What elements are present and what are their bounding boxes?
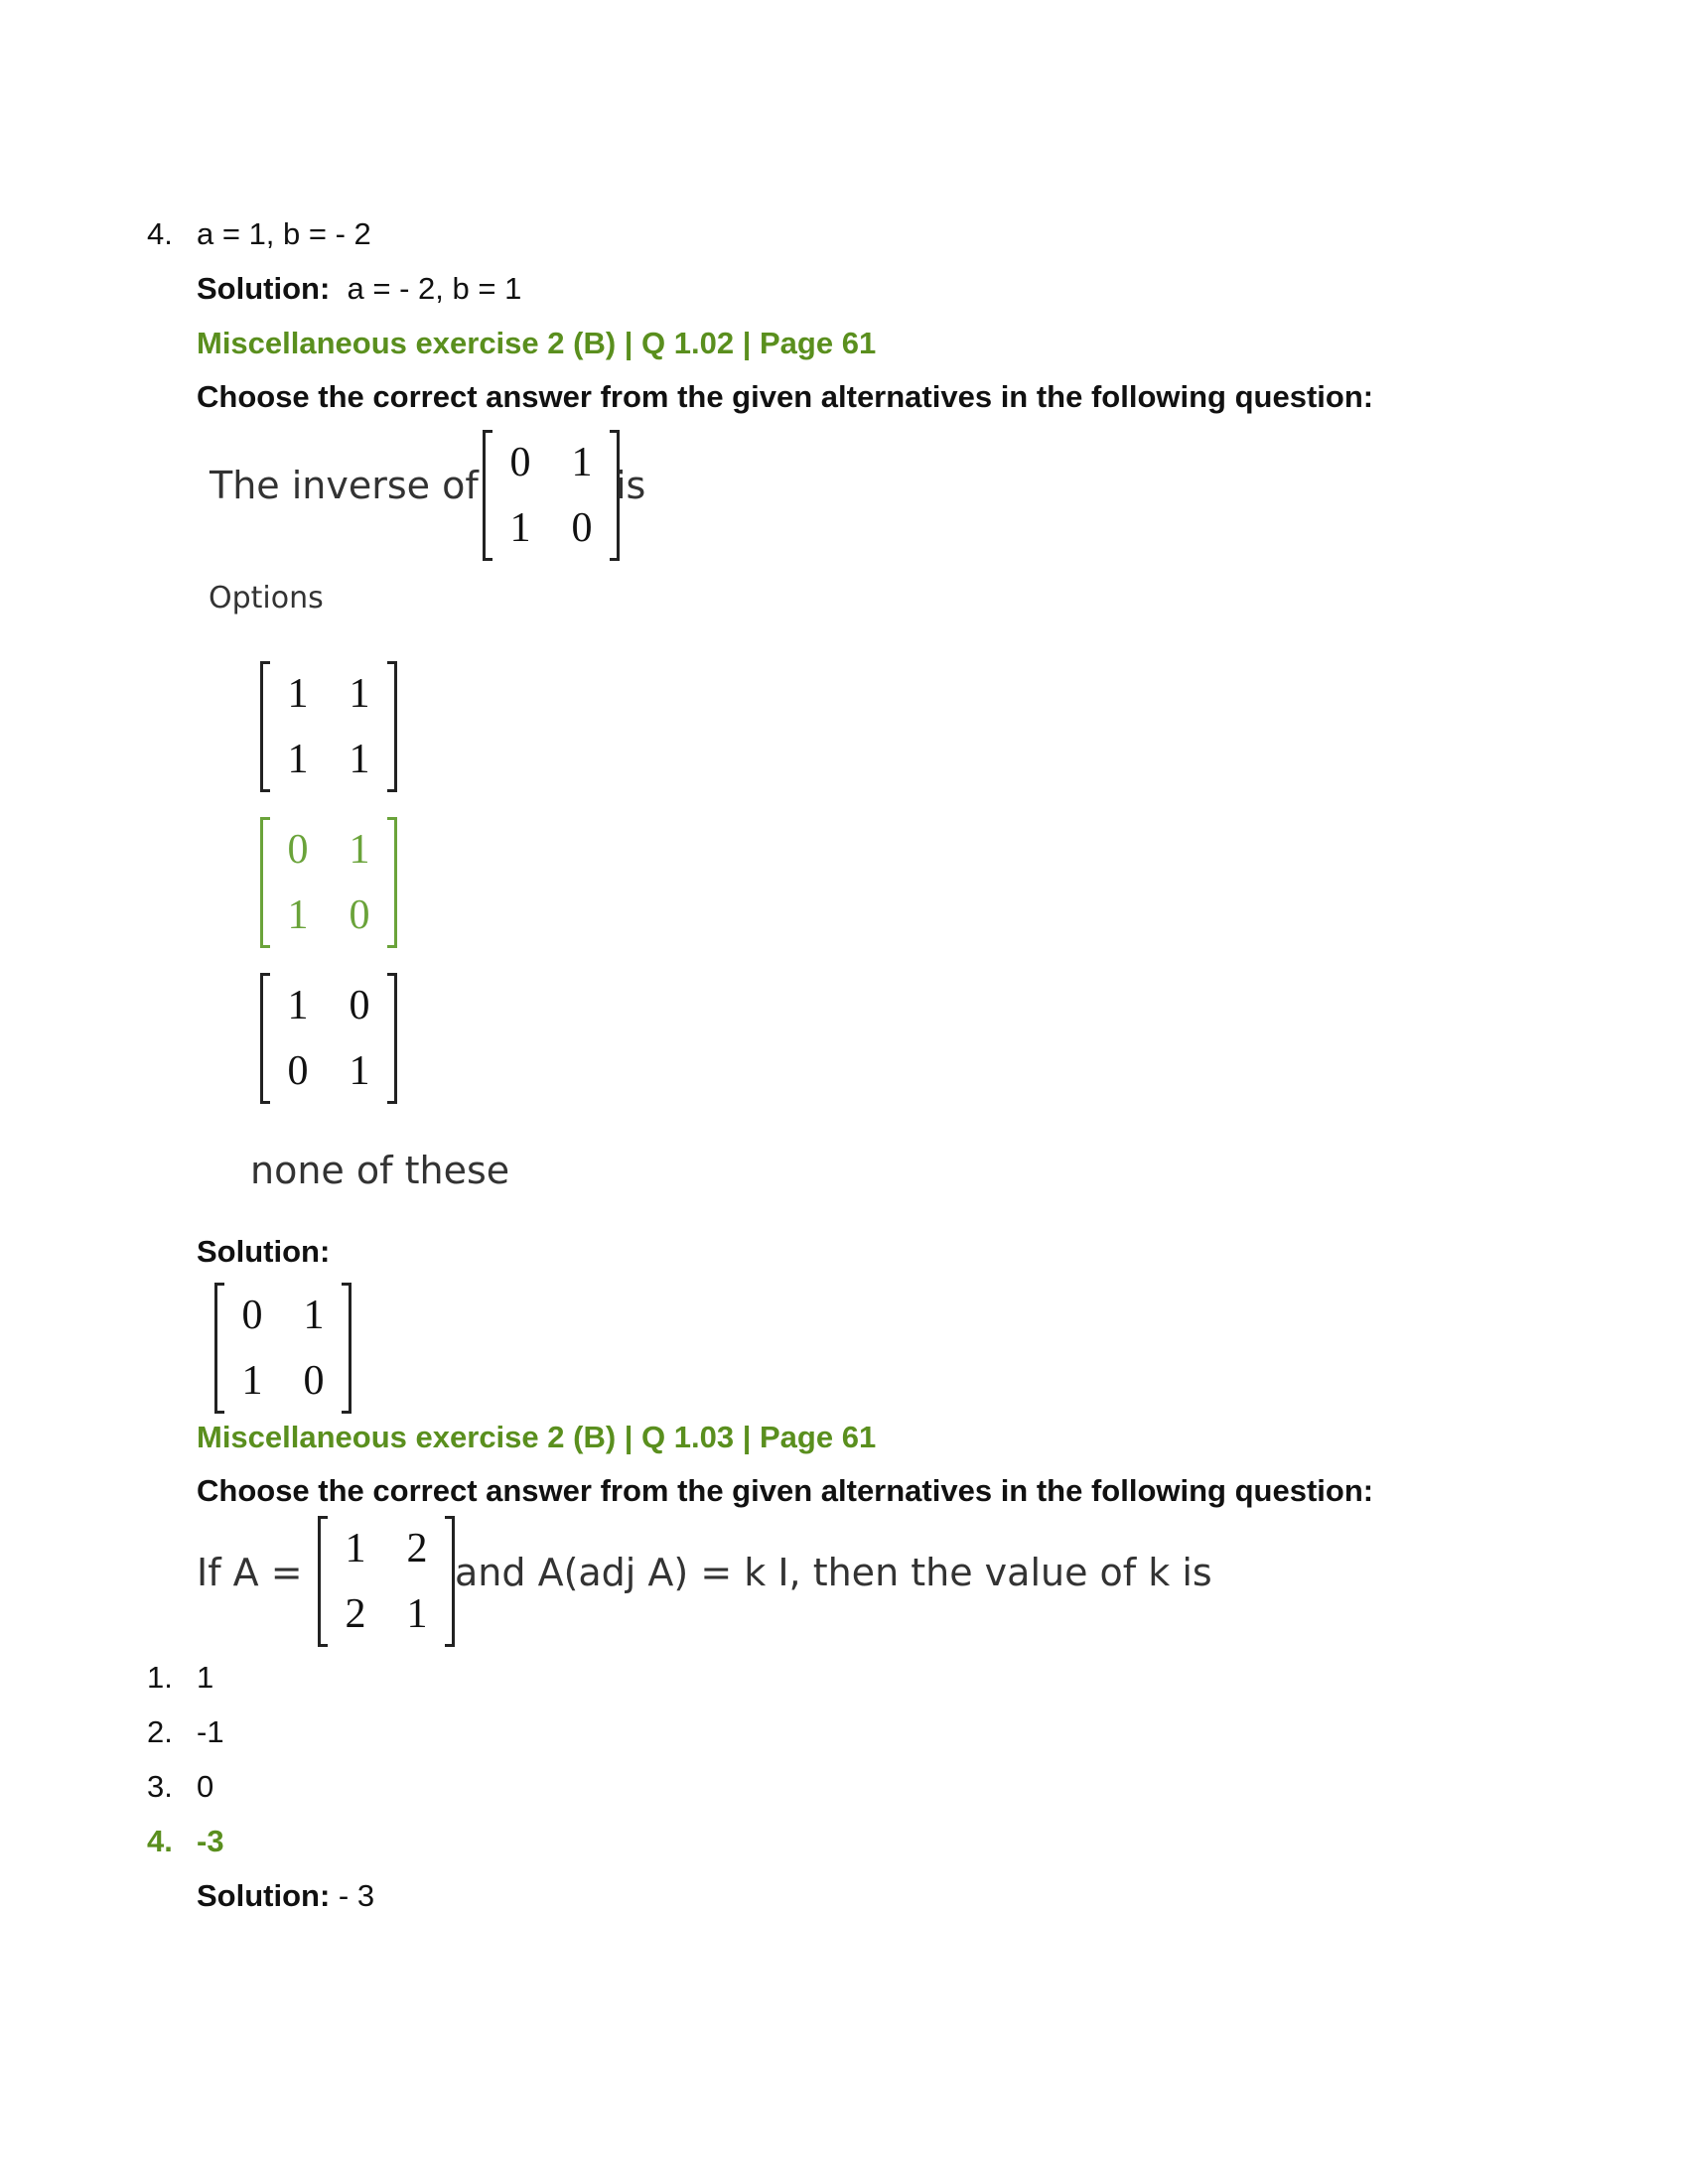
option-number: 4. [147, 216, 173, 251]
option-text: -1 [197, 1714, 224, 1749]
matrix-cell: 1 [241, 1358, 263, 1404]
bracket-right [387, 661, 397, 792]
bracket-right [387, 973, 397, 1104]
question-stem-after: is [616, 464, 646, 507]
stem-matrix [483, 430, 620, 561]
options-label: Options [209, 581, 324, 615]
option-1[interactable] [147, 1662, 213, 1693]
matrix-cell: 1 [349, 671, 370, 717]
matrix-cell: 1 [287, 737, 309, 782]
solution-label: Solution: [197, 271, 331, 306]
solution-text: - 3 [338, 1878, 375, 1913]
option-number: 2. [147, 1714, 173, 1749]
matrix-cell: 1 [349, 827, 370, 873]
matrix-cell: 1 [349, 1048, 370, 1094]
option-none-of-these[interactable]: none of these [250, 1149, 510, 1192]
matrix-cell: 1 [287, 671, 309, 717]
matrix-cell: 1 [287, 892, 309, 938]
solution-matrix [214, 1283, 352, 1414]
prev-option-4 [147, 218, 371, 249]
bracket-right [342, 1283, 352, 1414]
matrix-cell: 0 [287, 1048, 309, 1094]
matrix-cell: 0 [349, 983, 370, 1028]
solution-text: a = - 2, b = 1 [347, 271, 522, 306]
bracket-left [214, 1283, 224, 1414]
matrix-cell: 1 [509, 505, 531, 551]
bracket-right [445, 1516, 455, 1647]
question-instruction: Choose the correct answer from the given alternatives in the following question: [197, 379, 1374, 414]
matrix-cell: 0 [287, 827, 309, 873]
matrix-cell: 1 [349, 737, 370, 782]
option-4-correct[interactable] [147, 1826, 224, 1856]
solution-label: Solution: [197, 1234, 331, 1269]
solution-label: Solution: [197, 1878, 331, 1913]
option-number: 3. [147, 1769, 173, 1804]
option-2[interactable] [147, 1716, 224, 1747]
bracket-left [260, 973, 270, 1104]
matrix-cell: 0 [241, 1293, 263, 1338]
matrix-cell: 0 [509, 440, 531, 485]
option-number: 4. [147, 1824, 173, 1858]
stem-matrix [318, 1516, 455, 1647]
matrix-cell: 1 [287, 983, 309, 1028]
bracket-left [260, 817, 270, 948]
option-matrix-1[interactable] [260, 661, 397, 792]
solution [197, 1880, 374, 1911]
option-text: 1 [197, 1660, 214, 1695]
matrix-cell: 1 [571, 440, 593, 485]
option-text: 0 [197, 1769, 214, 1804]
option-matrix-3[interactable] [260, 973, 397, 1104]
question-reference[interactable]: Miscellaneous exercise 2 (B) | Q 1.03 | Page 61 [197, 1420, 877, 1454]
option-text: a = 1, b = - 2 [197, 216, 371, 251]
bracket-right [387, 817, 397, 948]
question-stem-before: The inverse of [210, 464, 479, 507]
prev-solution [197, 273, 521, 304]
matrix-cell: 2 [345, 1591, 366, 1637]
option-3[interactable] [147, 1771, 213, 1802]
question-stem-after: and A(adj A) = k I, then the value of k is [455, 1551, 1212, 1594]
matrix-cell: 1 [303, 1293, 325, 1338]
matrix-cell: 0 [349, 892, 370, 938]
bracket-left [260, 661, 270, 792]
option-number: 1. [147, 1660, 173, 1695]
matrix-cell: 1 [406, 1591, 428, 1637]
matrix-cell: 0 [571, 505, 593, 551]
option-matrix-2-correct[interactable] [260, 817, 397, 948]
matrix-cell: 2 [406, 1526, 428, 1571]
bracket-left [483, 430, 492, 561]
matrix-cell: 0 [303, 1358, 325, 1404]
matrix-cell: 1 [345, 1526, 366, 1571]
question-instruction: Choose the correct answer from the given alternatives in the following question: [197, 1473, 1374, 1508]
bracket-left [318, 1516, 328, 1647]
option-text: -3 [197, 1824, 224, 1858]
question-reference[interactable]: Miscellaneous exercise 2 (B) | Q 1.02 | Page 61 [197, 326, 877, 360]
question-stem-before: If A = [197, 1551, 303, 1594]
